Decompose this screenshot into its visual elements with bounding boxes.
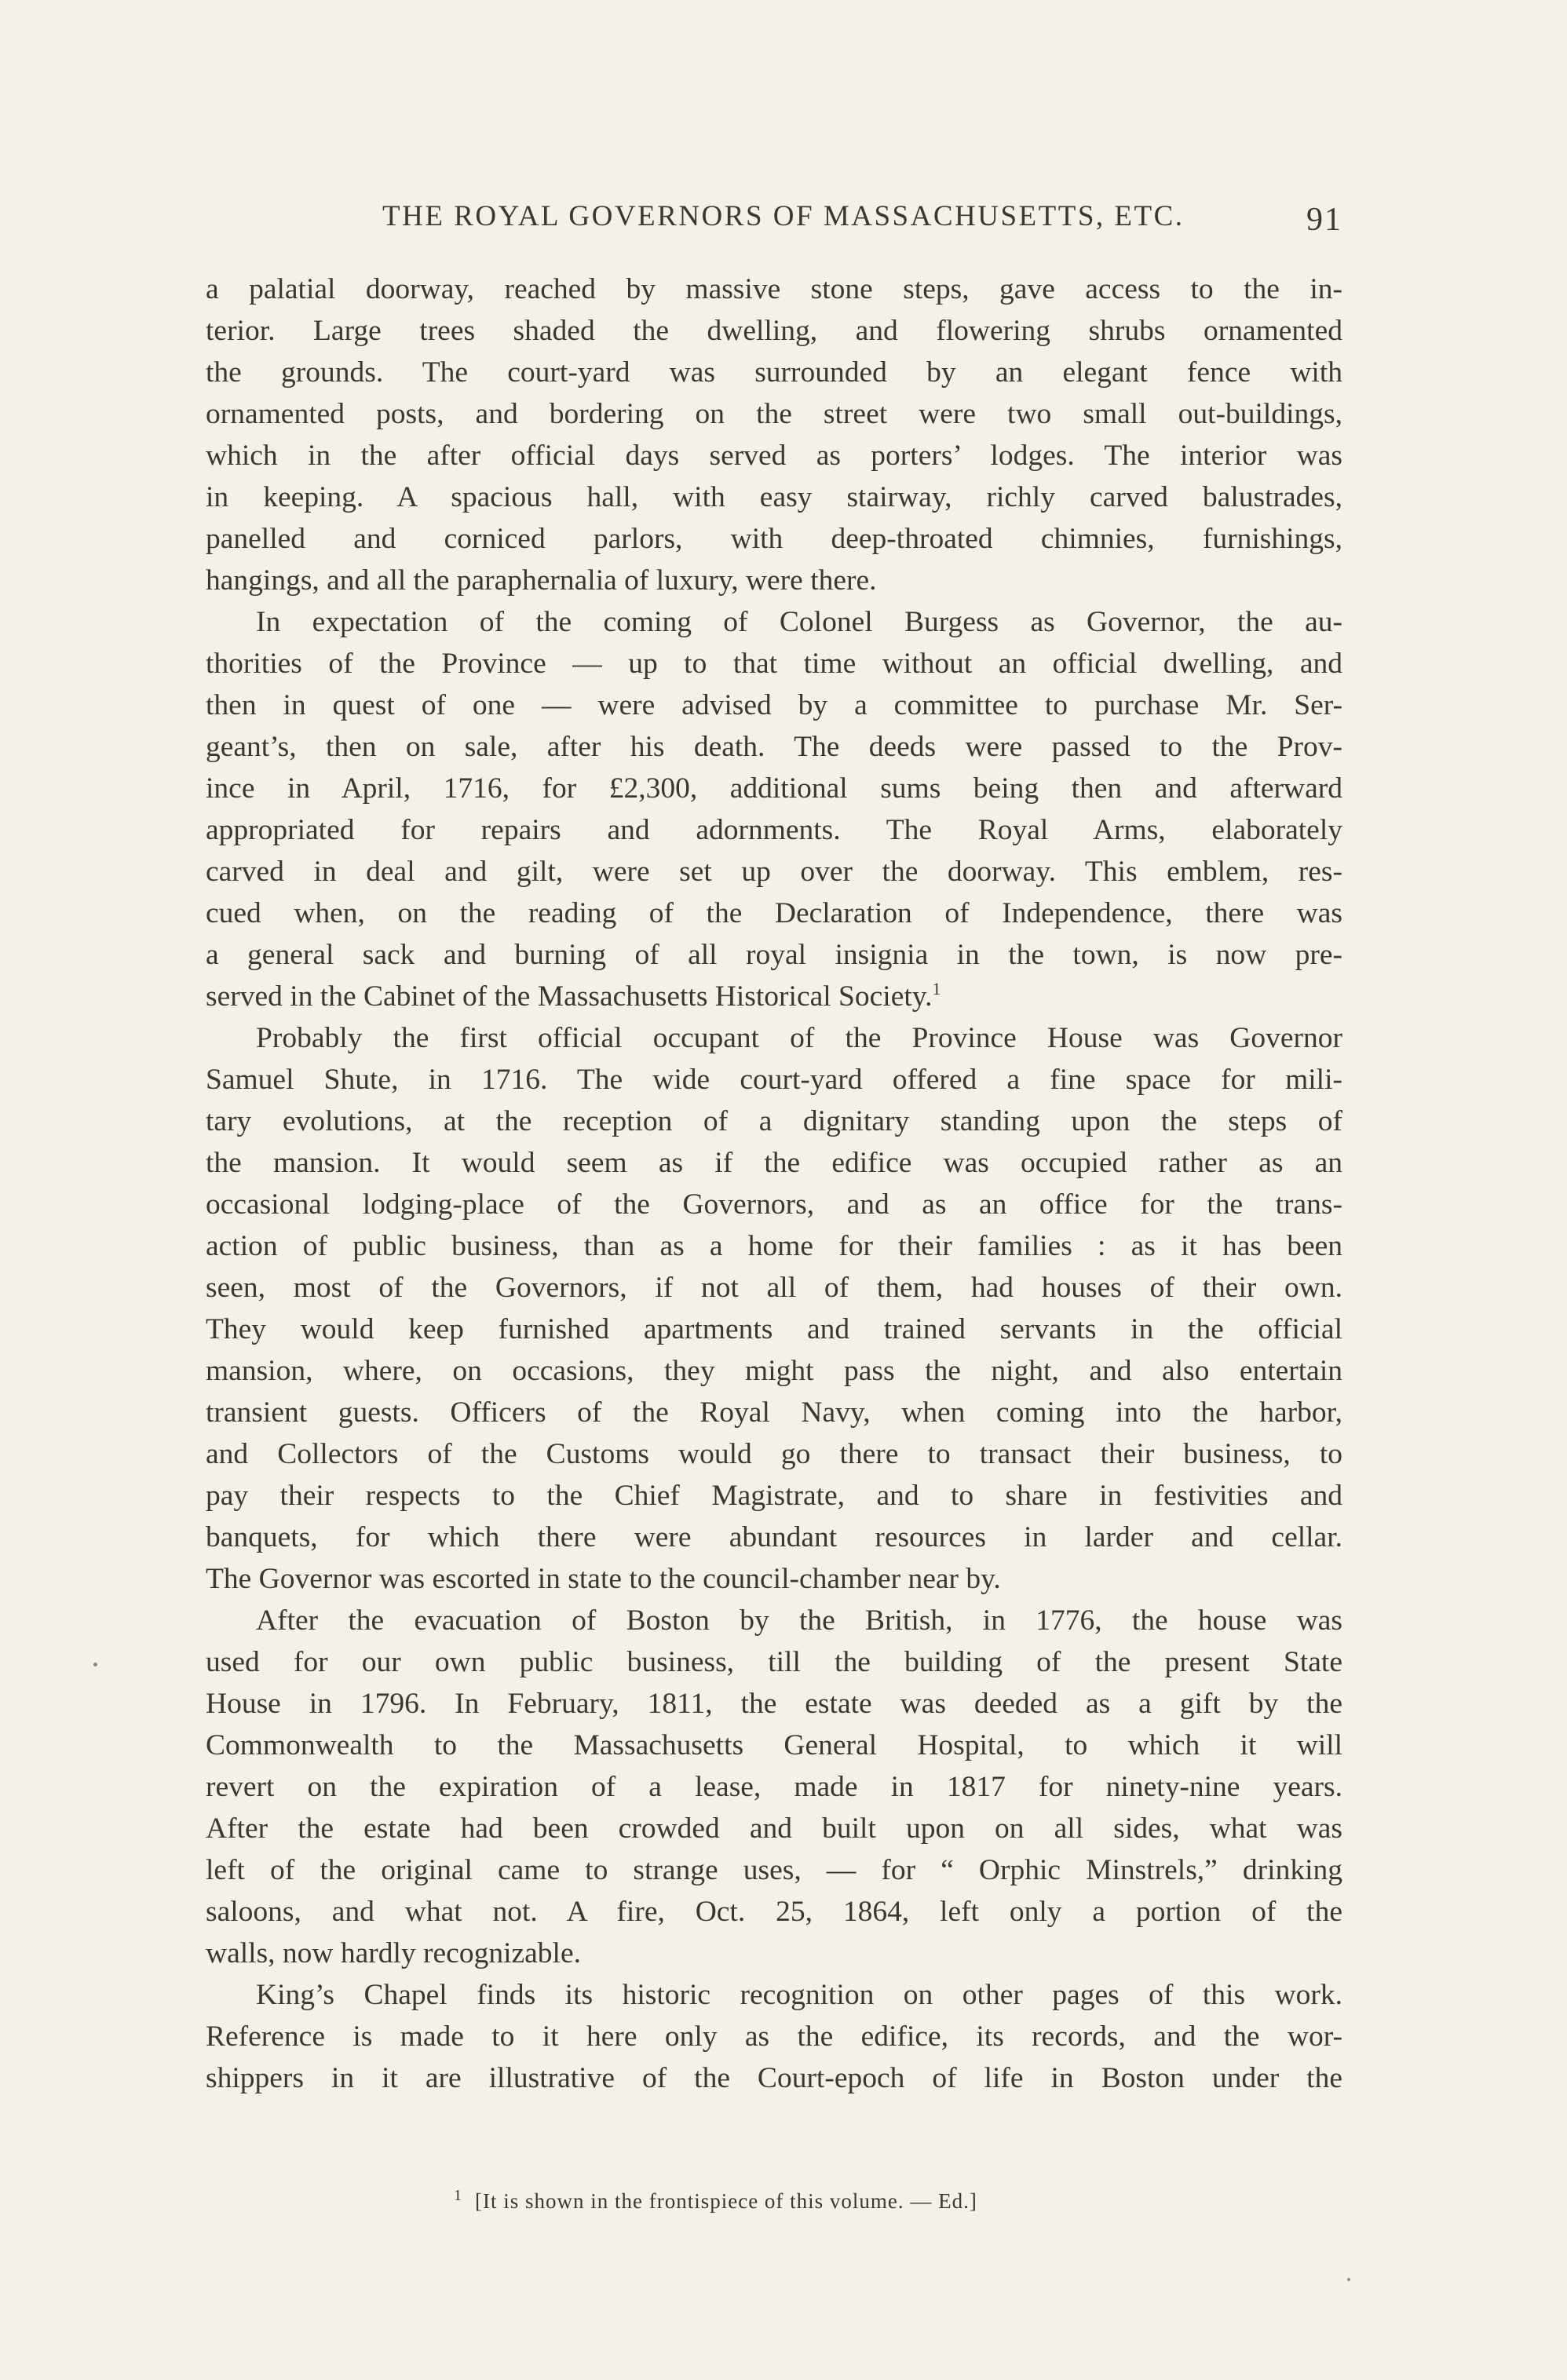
line-text: a general sack and burning of all royal insignia in the town, is now pre- [206,939,1342,971]
line-text: After the evacuation of Boston by the British, in 1776, the house was [256,1604,1342,1637]
text-line [206,809,1342,851]
running-head: THE ROYAL GOVERNORS OF MASSACHUSETTS, ETC. [382,200,1185,232]
footnote-reference: 1 [932,979,941,998]
line-text: a palatial doorway, reached by massive stone steps, gave access to the in- [206,273,1342,305]
line-text: the grounds. The court-yard was surrounded by an elegant fence with [206,356,1342,389]
line-text: transient guests. Officers of the Royal Navy, when coming into the harbor, [206,1396,1342,1429]
page-number: 91 [1306,202,1342,238]
line-text: carved in deal and gilt, were set up over the doorway. This emblem, res- [206,856,1342,888]
line-text: in keeping. A spacious hall, with easy stairway, richly carved balustrades, [206,481,1342,513]
line-text: action of public business, than as a home for their families : as it has been [206,1230,1342,1262]
text-line [206,1600,1342,1641]
line-text: revert on the expiration of a lease, made in 1817 for ninety-nine years. [206,1771,1342,1803]
text-line [206,1766,1342,1808]
text-line [206,1517,1342,1558]
text-line [206,393,1342,435]
footnote [454,2180,977,2217]
line-text: thorities of the Province — up to that time without an official dwelling, and [206,648,1342,680]
text-line [206,1225,1342,1267]
text-line [206,643,1342,684]
text-line [206,1641,1342,1683]
text-line [206,768,1342,809]
line-text: ornamented posts, and bordering on the street were two small out-buildings, [206,398,1342,430]
text-line [206,1142,1342,1184]
text-line [206,352,1342,393]
line-text: After the estate had been crowded and built upon on all sides, what was [206,1812,1342,1845]
line-text: saloons, and what not. A fire, Oct. 25, 1864, left only a portion of the [206,1896,1342,1928]
line-text: served in the Cabinet of the Massachusetts Historical Society. [206,980,933,1013]
line-text: cued when, on the reading of the Declaration of Independence, there was [206,897,1342,929]
margin-speck [1347,2278,1350,2281]
line-text: appropriated for repairs and adornments. The Royal Arms, elaborately [206,814,1342,846]
line-text: which in the after official days served as porters’ lodges. The interior was [206,440,1342,472]
text-line [206,2057,1342,2099]
text-line [206,1933,1342,1974]
line-text: left of the original came to strange uses, — for “ Orphic Minstrels,” drinking [206,1854,1342,1886]
line-text: Commonwealth to the Massachusetts General Hospital, to which it will [206,1729,1342,1761]
text-line [206,268,1342,310]
text-line [206,1974,1342,2016]
footnote-marker: 1 [454,2187,462,2204]
text-line [206,1808,1342,1849]
text-line [206,1059,1342,1101]
text-line [206,1849,1342,1891]
text-line [206,1309,1342,1350]
text-line [206,726,1342,768]
line-text: Samuel Shute, in 1716. The wide court-yard offered a fine space for mili- [206,1064,1342,1096]
text-line [206,1683,1342,1725]
line-text: occasional lodging-place of the Governors, and as an office for the trans- [206,1188,1342,1221]
line-text: King’s Chapel finds its historic recognition on other pages of this work. [256,1979,1342,2011]
line-text: banquets, for which there were abundant resources in larder and cellar. [206,1521,1342,1553]
margin-speck [93,1663,97,1666]
body-text [206,268,1342,2099]
line-text: walls, now hardly recognizable. [206,1937,581,1969]
text-line [206,1017,1342,1059]
text-line [206,684,1342,726]
line-text: The Governor was escorted in state to the council-chamber near by. [206,1563,1001,1595]
line-text: mansion, where, on occasions, they might pass the night, and also entertain [206,1355,1342,1387]
text-line [206,310,1342,352]
text-line [206,601,1342,643]
line-text: panelled and corniced parlors, with deep-throated chimnies, furnishings, [206,523,1342,555]
text-line [206,1392,1342,1433]
text-line [206,1350,1342,1392]
text-line [206,476,1342,518]
text-line [206,1725,1342,1766]
line-text: terior. Large trees shaded the dwelling, and flowering shrubs ornamented [206,315,1342,347]
line-text: geant’s, then on sale, after his death. The deeds were passed to the Prov- [206,731,1342,763]
text-line [206,892,1342,934]
text-line [206,1891,1342,1933]
text-line [206,976,1342,1017]
text-line [206,1433,1342,1475]
text-line [206,518,1342,560]
text-line [206,851,1342,892]
line-text: Probably the first official occupant of the Province House was Governor [256,1022,1342,1054]
text-line [206,934,1342,976]
text-line [206,560,1342,601]
text-line [206,1101,1342,1142]
line-text: used for our own public business, till the building of the present State [206,1646,1342,1678]
line-text: the mansion. It would seem as if the edifice was occupied rather as an [206,1147,1342,1179]
line-text: Reference is made to it here only as the edifice, its records, and the wor- [206,2020,1342,2053]
page-header [206,188,1342,245]
line-text: House in 1796. In February, 1811, the estate was deeded as a gift by the [206,1688,1342,1720]
text-line [206,1475,1342,1517]
line-text: In expectation of the coming of Colonel Burgess as Governor, the au- [256,606,1342,638]
line-text: pay their respects to the Chief Magistrate, and to share in festivities and [206,1480,1342,1512]
line-text: and Collectors of the Customs would go there to transact their business, to [206,1438,1342,1470]
line-text: They would keep furnished apartments and trained servants in the official [206,1313,1342,1345]
text-line [206,435,1342,476]
footnote-text: [It is shown in the frontispiece of this volume. — Ed.] [475,2189,977,2213]
line-text: seen, most of the Governors, if not all of them, had houses of their own. [206,1272,1342,1304]
line-text: shippers in it are illustrative of the Court-epoch of life in Boston under the [206,2062,1342,2094]
line-text: hangings, and all the paraphernalia of luxury, were there. [206,564,877,597]
line-text: then in quest of one — were advised by a committee to purchase Mr. Ser- [206,689,1342,721]
line-text: ince in April, 1716, for £2,300, additional sums being then and afterward [206,772,1342,805]
text-line [206,1184,1342,1225]
text-line [206,1267,1342,1309]
line-text: tary evolutions, at the reception of a dignitary standing upon the steps of [206,1105,1342,1137]
text-line [206,2016,1342,2057]
text-line [206,1558,1342,1600]
